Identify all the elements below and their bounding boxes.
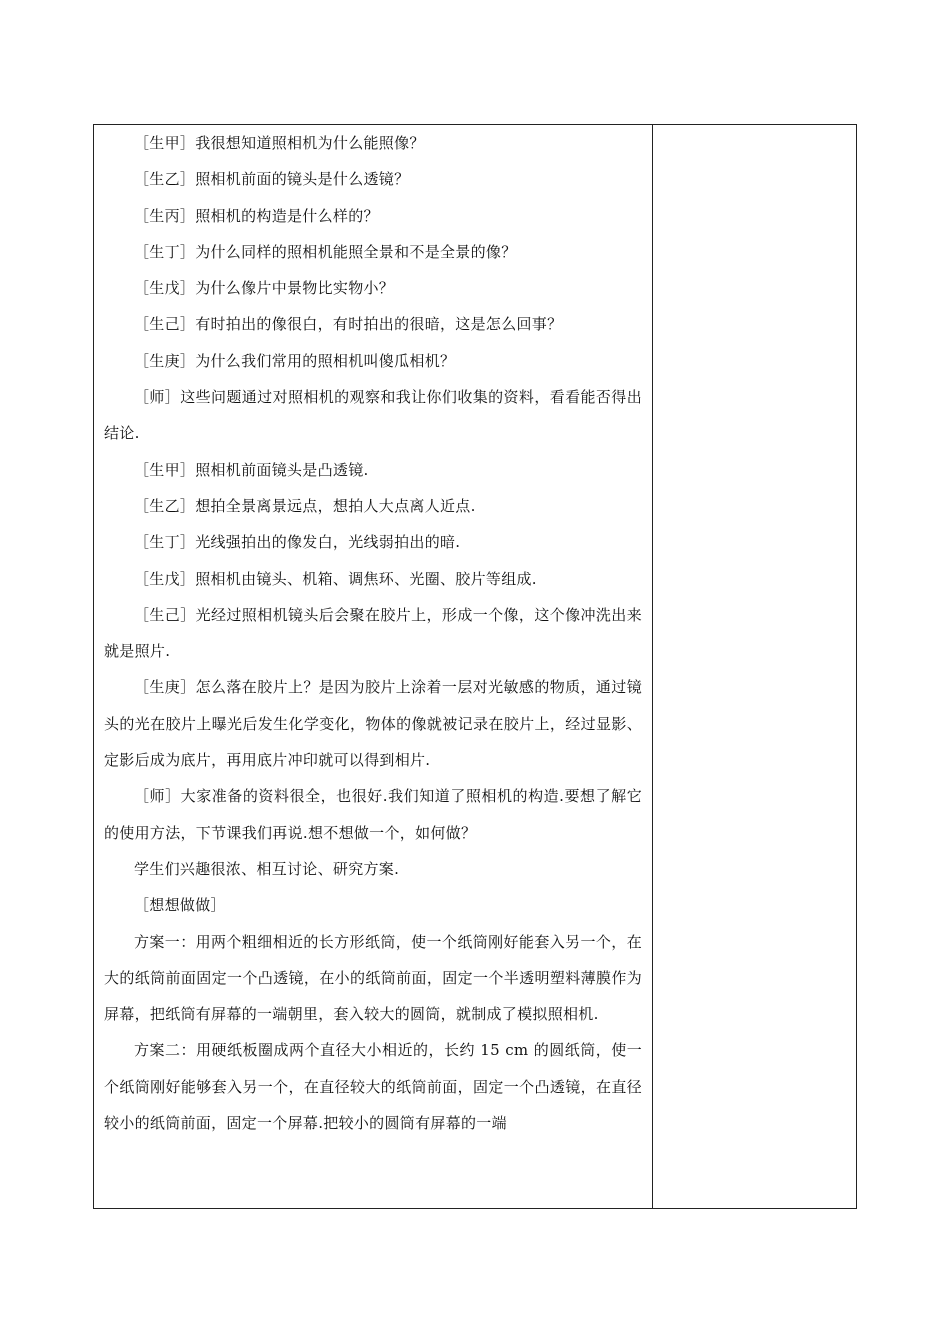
paragraph: ［生丁］光线强拍出的像发白，光线弱拍出的暗. <box>134 533 461 552</box>
lesson-table <box>93 124 857 1209</box>
paragraph: ［师］这些问题通过对照相机的观察和我让你们收集的资料，看看能否得出结论. <box>104 388 642 443</box>
paragraph: ［生戊］照相机由镜头、机箱、调焦环、光圈、胶片等组成. <box>134 569 537 588</box>
paragraph: ［生甲］我很想知道照相机为什么能照像？ <box>134 134 425 152</box>
paragraph: ［生己］有时拍出的像很白，有时拍出的很暗，这是怎么回事？ <box>134 315 563 334</box>
paragraph: 学生们兴趣很浓、相互讨论、研究方案. <box>134 859 400 878</box>
notes-cell <box>653 125 856 1208</box>
paragraph: ［生戊］为什么像片中景物比实物小？ <box>134 279 395 298</box>
paragraph: ［师］大家准备的资料很全，也很好.我们知道了照相机的构造.要想了解它的使用方法，下节课我们再说.想不想做一个，如何做？ <box>104 787 642 842</box>
paragraph: ［想想做做］ <box>134 896 226 915</box>
paragraph: 方案一：用两个粗细相近的长方形纸筒，使一个纸筒刚好能套入另一个，在大的纸筒前面固定一个凸透镜，在小的纸筒前面，固定一个半透明塑料薄膜作为屏幕，把纸筒有屏幕的一端朝里，套入较大的圆筒，就制成了模拟照相机. <box>104 932 642 1024</box>
paragraph: ［生己］光经过照相机镜头后会聚在胶片上，形成一个像，这个像冲洗出来就是照片. <box>104 605 642 661</box>
paragraph: ［生庚］怎么落在胶片上？是因为胶片上涂着一层对光敏感的物质，通过镜头的光在胶片上曝光后发生化学变化，物体的像就被记录在胶片上，经过显影、定影后成为底片，再用底片冲印就可以得到相片. <box>104 678 642 770</box>
paragraph: ［生甲］照相机前面镜头是凸透镜. <box>134 460 369 479</box>
paragraph: 方案二：用硬纸板圈成两个直径大小相近的，长约 15 cm 的圆纸筒，使一个纸筒刚好能够套入另一个，在直径较大的纸筒前面，固定一个凸透镜，在直径较小的纸筒前面，固定一个屏幕.把较小的圆筒有屏幕的一端 <box>104 1041 642 1133</box>
paragraph: ［生庚］为什么我们常用的照相机叫傻瓜相机？ <box>134 351 456 370</box>
paragraph: ［生丙］照相机的构造是什么样的？ <box>134 206 379 225</box>
lesson-content-cell <box>94 125 652 1208</box>
paragraph: ［生乙］想拍全景离景远点，想拍人大点离人近点. <box>134 496 476 515</box>
paragraph: ［生丁］为什么同样的照相机能照全景和不是全景的像？ <box>134 242 517 261</box>
paragraph: ［生乙］照相机前面的镜头是什么透镜？ <box>134 170 410 189</box>
